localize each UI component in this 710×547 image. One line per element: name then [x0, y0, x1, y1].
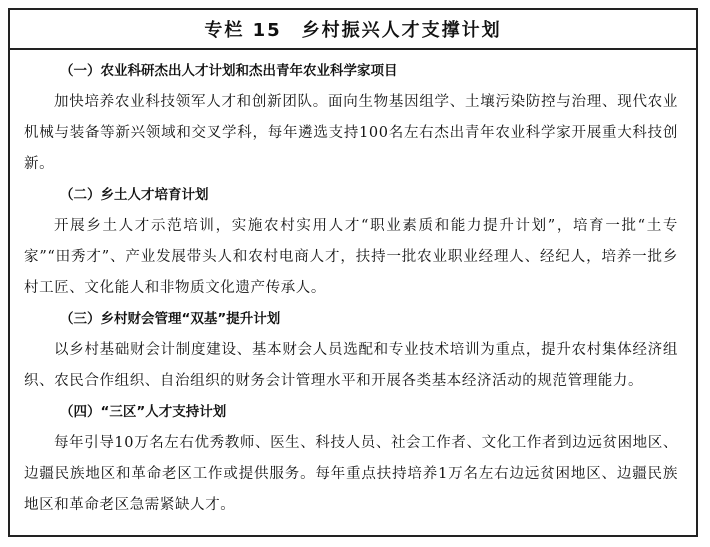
section-body: 加快培养农业科技领军人才和创新团队。面向生物基因组学、土壤污染防控与治理、现代农业机械与装备等新兴领域和交叉学科，每年遴选支持100名左右杰出青年农业科学家开展重大科技创新。 [24, 94, 678, 172]
section-body: 每年引导10万名左右优秀教师、医生、科技人员、社会工作者、文化工作者到边远贫困地区、边疆民族地区和革命老区工作或提供服务。每年重点扶持培养1万名左右边远贫困地区、边疆民族地区和革命老区急需紧缺人才。 [24, 435, 678, 513]
section-2 [24, 180, 678, 304]
section-body: 以乡村基础财会计制度建设、基本财会人员选配和专业技术培训为重点，提升农村集体经济组织、农民合作组织、自治组织的财务会计管理水平和开展各类基本经济活动的规范管理能力。 [24, 342, 678, 389]
column-content [10, 50, 696, 521]
section-4 [24, 397, 678, 521]
section-3 [24, 304, 678, 397]
section-1 [24, 56, 678, 180]
section-body: 开展乡土人才示范培训，实施农村实用人才“职业素质和能力提升计划”，培育一批“土专家”“田秀才”、产业发展带头人和农村电商人才，扶持一批农业职业经理人、经纪人，培养一批乡村工匠、文化能人和非物质文化遗产传承人。 [24, 218, 678, 296]
section-heading: （一）农业科研杰出人才计划和杰出青年农业科学家项目 [60, 63, 398, 79]
section-heading: （四）“三区”人才支持计划 [60, 404, 227, 420]
section-heading: （二）乡土人才培育计划 [60, 187, 209, 203]
section-heading: （三）乡村财会管理“双基”提升计划 [60, 311, 281, 327]
column-box [8, 8, 698, 537]
column-title: 专栏 15 乡村振兴人才支撑计划 [10, 10, 696, 50]
